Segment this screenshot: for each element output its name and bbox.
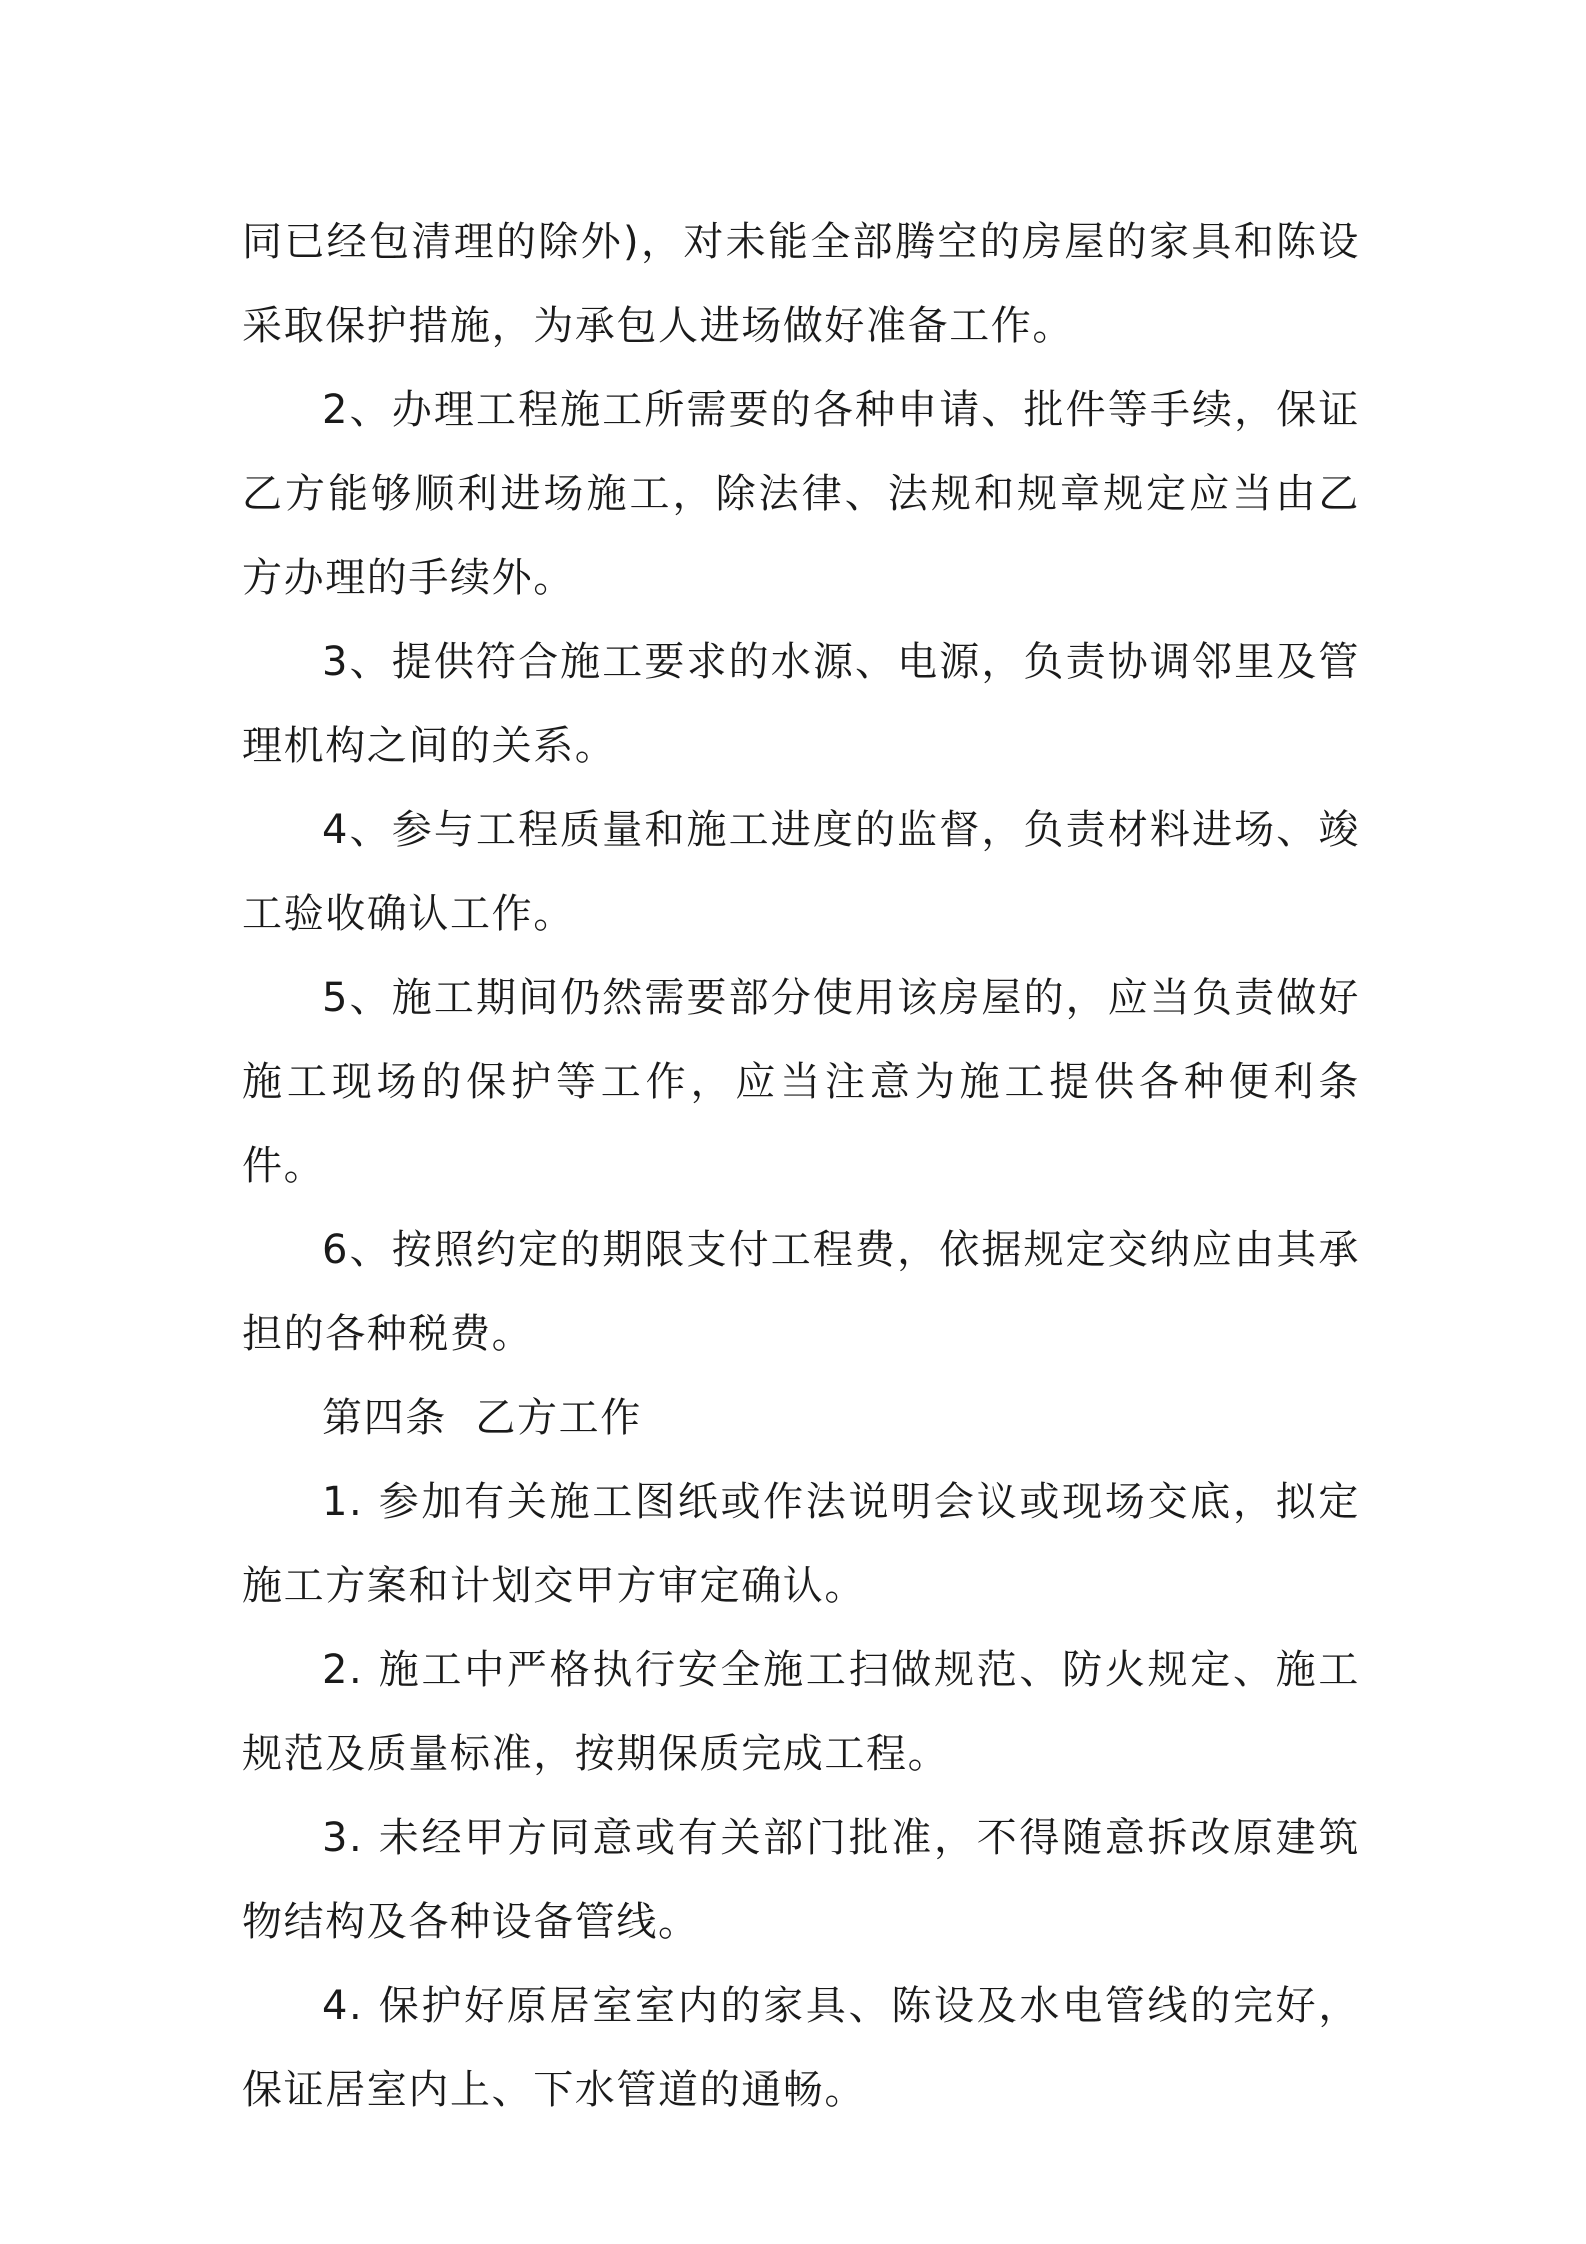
section-item-4: 4. 保护好原居室室内的家具、陈设及水电管线的完好，保证居室内上、下水管道的通畅。 — [242, 1983, 1360, 2113]
document-body — [242, 200, 1360, 2132]
paragraph-item-2: 2、办理工程施工所需要的各种申请、批件等手续，保证乙方能够顺利进场施工，除法律、法规和规章规定应当由乙方办理的手续外。 — [242, 387, 1360, 601]
section-item-1: 1. 参加有关施工图纸或作法说明会议或现场交底，拟定施工方案和计划交甲方审定确认。 — [242, 1479, 1360, 1609]
paragraph-item-5: 5、施工期间仍然需要部分使用该房屋的，应当负责做好施工现场的保护等工作，应当注意为施工提供各种便利条件。 — [242, 975, 1360, 1189]
paragraph-continuation: 同已经包清理的除外)，对未能全部腾空的房屋的家具和陈设采取保护措施，为承包人进场做好准备工作。 — [242, 219, 1360, 349]
section-heading: 第四条 乙方工作 — [322, 1395, 642, 1441]
paragraph-item-6: 6、按照约定的期限支付工程费，依据规定交纳应由其承担的各种税费。 — [242, 1227, 1360, 1357]
section-item-3: 3. 未经甲方同意或有关部门批准，不得随意拆改原建筑物结构及各种设备管线。 — [242, 1815, 1360, 1945]
paragraph-item-4: 4、参与工程质量和施工进度的监督，负责材料进场、竣工验收确认工作。 — [242, 807, 1360, 937]
paragraph-item-3: 3、提供符合施工要求的水源、电源，负责协调邻里及管理机构之间的关系。 — [242, 639, 1360, 769]
section-item-2: 2. 施工中严格执行安全施工扫做规范、防火规定、施工规范及质量标准，按期保质完成工程。 — [242, 1647, 1360, 1777]
